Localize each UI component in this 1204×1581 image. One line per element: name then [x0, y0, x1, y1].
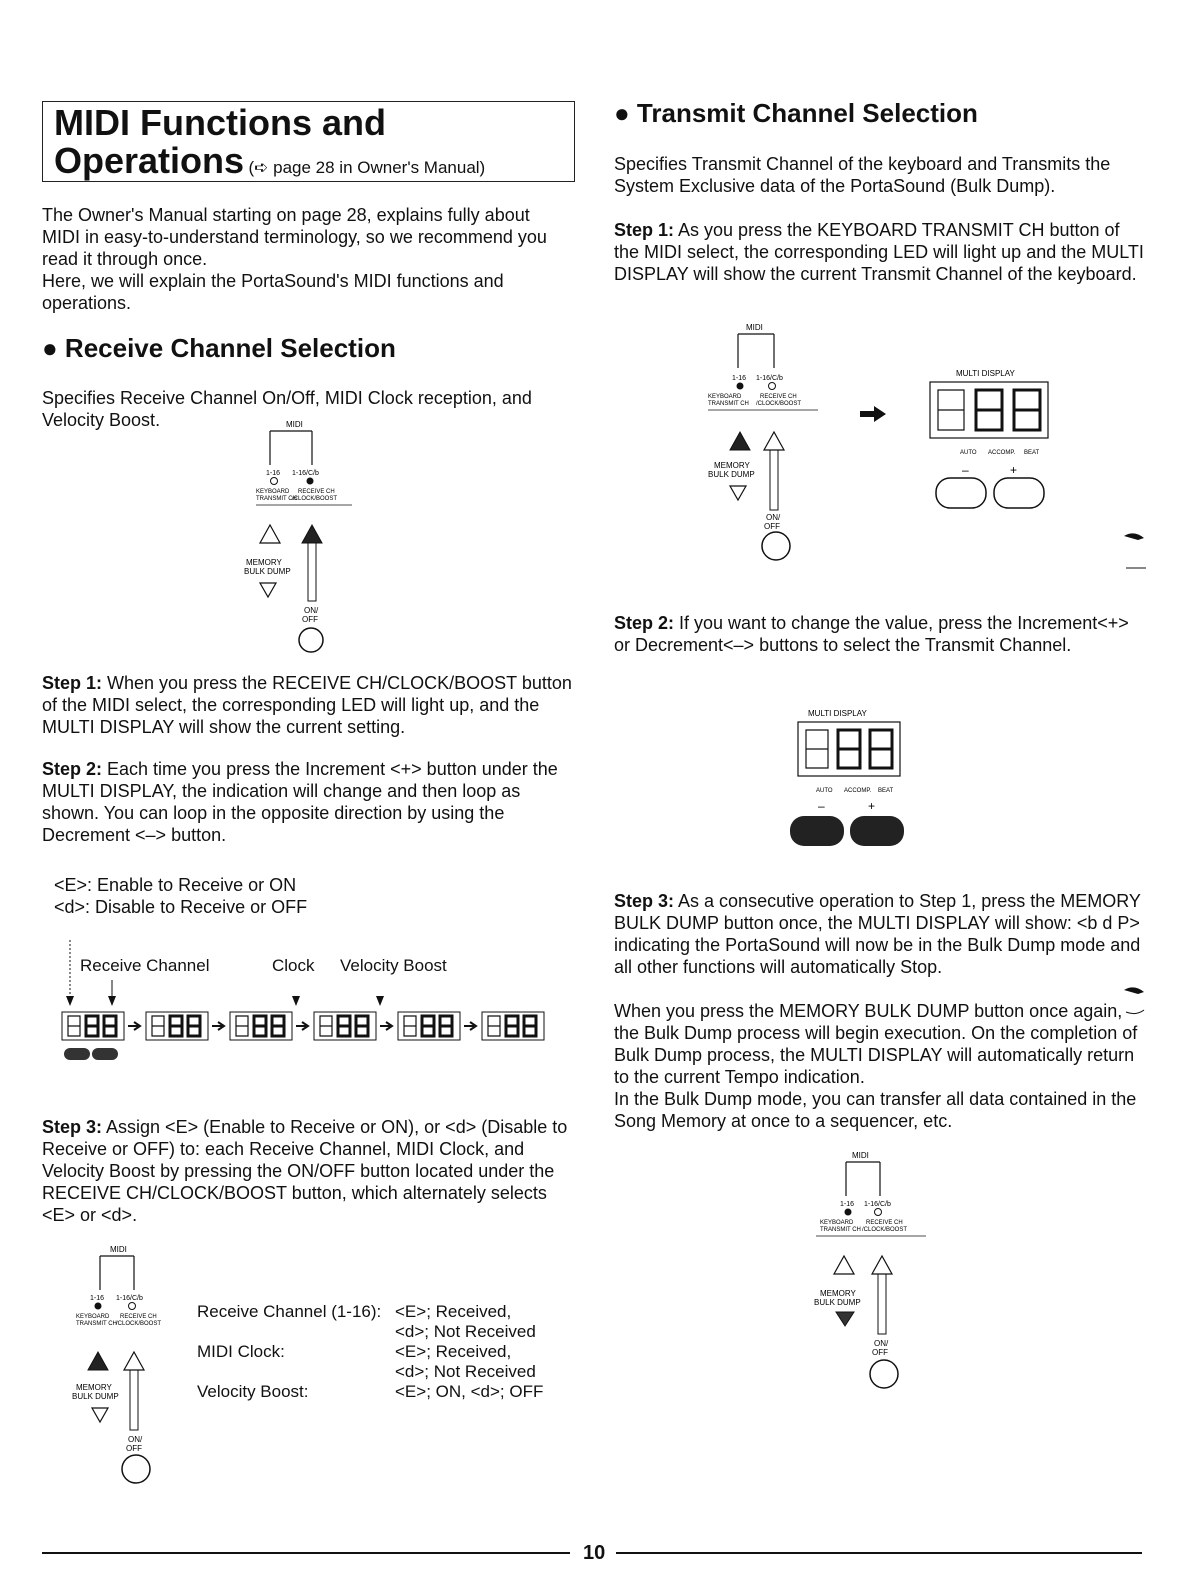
bulk-dump-button[interactable]	[730, 486, 746, 500]
midi-label: MIDI	[852, 1151, 869, 1160]
plus-label: +	[868, 799, 876, 813]
led-digit	[870, 730, 892, 768]
seq-label-clock: Clock	[272, 956, 315, 975]
page-number: 10	[583, 1542, 606, 1564]
bulk-dump-label: BULK DUMP	[814, 1298, 861, 1307]
transmit-heading: ● Transmit Channel Selection	[614, 98, 978, 128]
row-label: Velocity Boost:	[197, 1382, 309, 1401]
led-digit	[440, 1016, 452, 1036]
multi-display-step2	[790, 706, 910, 852]
multi-display-label: MULTI DISPLAY	[808, 709, 867, 718]
led-digit	[404, 1016, 416, 1036]
on-off-button[interactable]	[122, 1455, 150, 1483]
seq-label-velocity: Velocity Boost	[340, 956, 447, 975]
receive-step-1: Step 1: When you press the RECEIVE CH/CLOCK/BOOST button of the MIDI select, the corresponding LED will light up, and the MULTI DISPLAY will show the current setting.	[42, 673, 572, 737]
receive-step-3: Step 3: Assign <E> (Enable to Receive or ON), or <d> (Disable to Receive or OFF) to: each Receive Channel, MIDI Clock, and Velocity Boost by pressing the ON/OFF button located under the RECEIVE CH/CLOCK/BOOST button, which alternately selects <E> or <d>.	[42, 1117, 568, 1225]
led-digit	[236, 1016, 248, 1036]
row-value-1: <E>; Received,	[395, 1342, 512, 1361]
display-sequence-diagram	[58, 940, 578, 1060]
led-digit	[338, 1016, 350, 1036]
clock-boost-label: /CLOCK/BOOST	[292, 496, 338, 502]
off-label: OFF	[872, 1348, 888, 1357]
receive-button-triangle[interactable]	[872, 1256, 892, 1274]
transmit-button-triangle[interactable]	[88, 1352, 108, 1370]
led-digit	[806, 730, 828, 768]
right-arrow-icon	[858, 404, 888, 424]
multi-display-label: MULTI DISPLAY	[956, 369, 1015, 378]
midi-label: MIDI	[110, 1245, 127, 1254]
clock-range-label: 1-16/C/b	[292, 470, 319, 477]
led-digit	[524, 1016, 536, 1036]
ch-range-label: 1-16	[90, 1295, 105, 1302]
receive-button-triangle[interactable]	[124, 1352, 144, 1370]
clock-range-label: 1-16/C/b	[756, 375, 783, 382]
midi-panel-diagram-step3	[70, 1240, 190, 1490]
auto-label: AUTO	[960, 450, 977, 456]
minus-label: –	[962, 463, 969, 477]
beat-label: BEAT	[1024, 450, 1040, 456]
transmit-step-3: Step 3: As a consecutive operation to Step 1, press the MEMORY BULK DUMP button once, the MULTI DISPLAY will show: <b d P> indicating the PortaSound will now be in the Bulk Dump mode and all other functions will automatically Stop.	[614, 891, 1141, 977]
page-turn-mark-icon	[1120, 980, 1150, 1020]
auto-label: AUTO	[816, 788, 833, 794]
manual-reference: (➪ page 28 in Owner's Manual)	[248, 158, 486, 177]
clock-boost-label: /CLOCK/BOOST	[756, 401, 802, 407]
ch-range-label: 1-16	[732, 375, 747, 382]
midi-label: MIDI	[746, 323, 763, 332]
midi-panel-diagram-receive	[240, 415, 380, 665]
decrement-button[interactable]	[790, 816, 844, 846]
decrement-button[interactable]	[936, 478, 986, 508]
transmit-led	[271, 478, 278, 485]
on-off-button[interactable]	[870, 1360, 898, 1388]
sequence-arrow-icon	[212, 1022, 224, 1030]
increment-button[interactable]	[850, 816, 904, 846]
transmit-ch-label: TRANSMIT CH	[708, 401, 749, 407]
on-label: ON/	[874, 1339, 889, 1348]
transmit-button-triangle[interactable]	[260, 525, 280, 543]
receive-ch-label: RECEIVE CH	[298, 489, 335, 495]
sequence-arrow-icon	[128, 1022, 140, 1030]
on-off-button[interactable]	[299, 628, 323, 652]
receive-step-2: Step 2: Each time you press the Increment <+> button under the MULTI DISPLAY, the indication will change and then loop as shown. You can loop in the opposite direction by using the Decrement <–> button.	[42, 759, 558, 845]
minus-label: –	[818, 799, 825, 813]
row-value-1: <E>; ON, <d>; OFF	[395, 1382, 544, 1401]
memory-label: MEMORY	[76, 1383, 112, 1392]
off-label: OFF	[302, 615, 318, 624]
footer-rule-left	[42, 1552, 570, 1554]
increment-button[interactable]	[92, 1048, 118, 1060]
led-digit	[254, 1016, 266, 1036]
led-digit	[86, 1016, 98, 1036]
led-digit	[488, 1016, 500, 1036]
receive-description: Specifies Receive Channel On/Off, MIDI Clock reception, and Velocity Boost.	[42, 388, 532, 430]
on-label: ON/	[766, 513, 781, 522]
led-digit	[104, 1016, 116, 1036]
led-digit	[272, 1016, 284, 1036]
transmit-button-triangle[interactable]	[730, 432, 750, 450]
transmit-step-3-p2: When you press the MEMORY BULK DUMP button once again, the Bulk Dump process will begin execution. On the completion of Bulk Dump process, the MULTI DISPLAY will automatically return to the current Tempo indication.	[614, 1001, 1138, 1087]
clock-range-label: 1-16/C/b	[864, 1201, 891, 1208]
clock-boost-label: /CLOCK/BOOST	[862, 1227, 908, 1233]
led-digit	[356, 1016, 368, 1036]
receive-button-triangle[interactable]	[302, 525, 322, 543]
memory-label: MEMORY	[246, 558, 282, 567]
midi-panel-diagram-transmit	[700, 318, 820, 568]
midi-label: MIDI	[286, 420, 303, 429]
bulk-dump-button[interactable]	[260, 583, 276, 597]
receive-button-triangle[interactable]	[764, 432, 784, 450]
row-label: MIDI Clock:	[197, 1342, 285, 1361]
transmit-ch-label: TRANSMIT CH	[76, 1321, 117, 1327]
row-value-2: <d>; Not Received	[395, 1362, 536, 1381]
increment-button[interactable]	[994, 478, 1044, 508]
bulk-dump-button[interactable]	[92, 1408, 108, 1422]
title-line-1: MIDI Functions and	[54, 102, 386, 143]
midi-panel-diagram-bulk	[808, 1146, 928, 1396]
on-off-button[interactable]	[762, 532, 790, 560]
transmit-description: Specifies Transmit Channel of the keyboard and Transmits the System Exclusive data of the PortaSound (Bulk Dump).	[614, 154, 1111, 196]
receive-led	[307, 478, 314, 485]
transmit-step-3-p3: In the Bulk Dump mode, you can transfer all data contained in the Song Memory at once to a sequencer, etc.	[614, 1089, 1137, 1131]
transmit-led	[845, 1209, 852, 1216]
transmit-led	[95, 1303, 102, 1310]
off-label: OFF	[126, 1444, 142, 1453]
led-digit	[938, 390, 964, 430]
led-digit	[152, 1016, 164, 1036]
receive-ch-label: RECEIVE CH	[760, 394, 797, 400]
ch-range-label: 1-16	[840, 1201, 855, 1208]
legend-enable: <E>: Enable to Receive or ON	[54, 875, 297, 895]
receive-led	[129, 1303, 136, 1310]
keyboard-label: KEYBOARD	[708, 394, 742, 400]
legend-disable: <d>: Disable to Receive or OFF	[54, 897, 308, 917]
transmit-button-triangle[interactable]	[834, 1256, 854, 1274]
receive-ch-label: RECEIVE CH	[120, 1314, 157, 1320]
accomp-label: ACCOMP.	[844, 788, 872, 794]
memory-label: MEMORY	[820, 1289, 856, 1298]
sequence-arrow-icon	[380, 1022, 392, 1030]
multi-display-large	[920, 366, 1060, 516]
led-digit	[68, 1016, 80, 1036]
title-line-2: Operations	[54, 140, 245, 181]
sequence-arrow-icon	[296, 1022, 308, 1030]
footer-rule-right	[616, 1552, 1142, 1554]
plus-label: +	[1010, 463, 1018, 477]
receive-ch-label: RECEIVE CH	[866, 1220, 903, 1226]
on-label: ON/	[128, 1435, 143, 1444]
transmit-step-1: Step 1: As you press the KEYBOARD TRANSMIT CH button of the MIDI select, the corresponding LED will light up and the MULTI DISPLAY will show the current Transmit Channel of the keyboard.	[614, 220, 1144, 284]
intro-paragraph-1: The Owner's Manual starting on page 28, explains fully about MIDI in easy-to-understand terminology, so we recommend you read it through once.	[42, 205, 547, 269]
transmit-step-2: Step 2: If you want to change the value, press the Increment<+> or Decrement<–> buttons to select the Transmit Channel.	[614, 613, 1129, 655]
bulk-dump-label: BULK DUMP	[72, 1392, 119, 1401]
keyboard-label: KEYBOARD	[256, 489, 290, 495]
receive-led	[875, 1209, 882, 1216]
beat-label: BEAT	[878, 788, 894, 794]
led-digit	[976, 390, 1002, 430]
decrement-button[interactable]	[64, 1048, 90, 1060]
bulk-dump-label: BULK DUMP	[708, 470, 755, 479]
transmit-ch-label: TRANSMIT CH	[820, 1227, 861, 1233]
page-turn-mark-icon	[1120, 528, 1150, 574]
clock-range-label: 1-16/C/b	[116, 1295, 143, 1302]
bulk-dump-label: BULK DUMP	[244, 567, 291, 576]
keyboard-label: KEYBOARD	[76, 1314, 110, 1320]
row-value-2: <d>; Not Received	[395, 1322, 536, 1341]
accomp-label: ACCOMP.	[988, 450, 1016, 456]
sequence-arrow-icon	[464, 1022, 476, 1030]
on-label: ON/	[304, 606, 319, 615]
led-digit	[838, 730, 860, 768]
receive-heading: ● Receive Channel Selection	[42, 333, 396, 363]
led-digit	[170, 1016, 182, 1036]
led-digit	[188, 1016, 200, 1036]
clock-boost-label: /CLOCK/BOOST	[116, 1321, 162, 1327]
intro-paragraph-2: Here, we will explain the PortaSound's MIDI functions and operations.	[42, 271, 504, 313]
off-label: OFF	[764, 522, 780, 531]
keyboard-label: KEYBOARD	[820, 1220, 854, 1226]
led-digit	[320, 1016, 332, 1036]
memory-label: MEMORY	[714, 461, 750, 470]
transmit-ch-label: TRANSMIT CH	[256, 496, 297, 502]
row-label: Receive Channel (1-16):	[197, 1302, 382, 1321]
led-digit	[1014, 390, 1040, 430]
seq-label-channel: Receive Channel	[80, 956, 210, 975]
ch-range-label: 1-16	[266, 470, 281, 477]
receive-led	[769, 383, 776, 390]
bulk-dump-button[interactable]	[836, 1312, 854, 1326]
row-value-1: <E>; Received,	[395, 1302, 512, 1321]
title-line-2-wrap	[54, 142, 485, 180]
led-digit	[506, 1016, 518, 1036]
led-digit	[422, 1016, 434, 1036]
transmit-led	[737, 383, 744, 390]
